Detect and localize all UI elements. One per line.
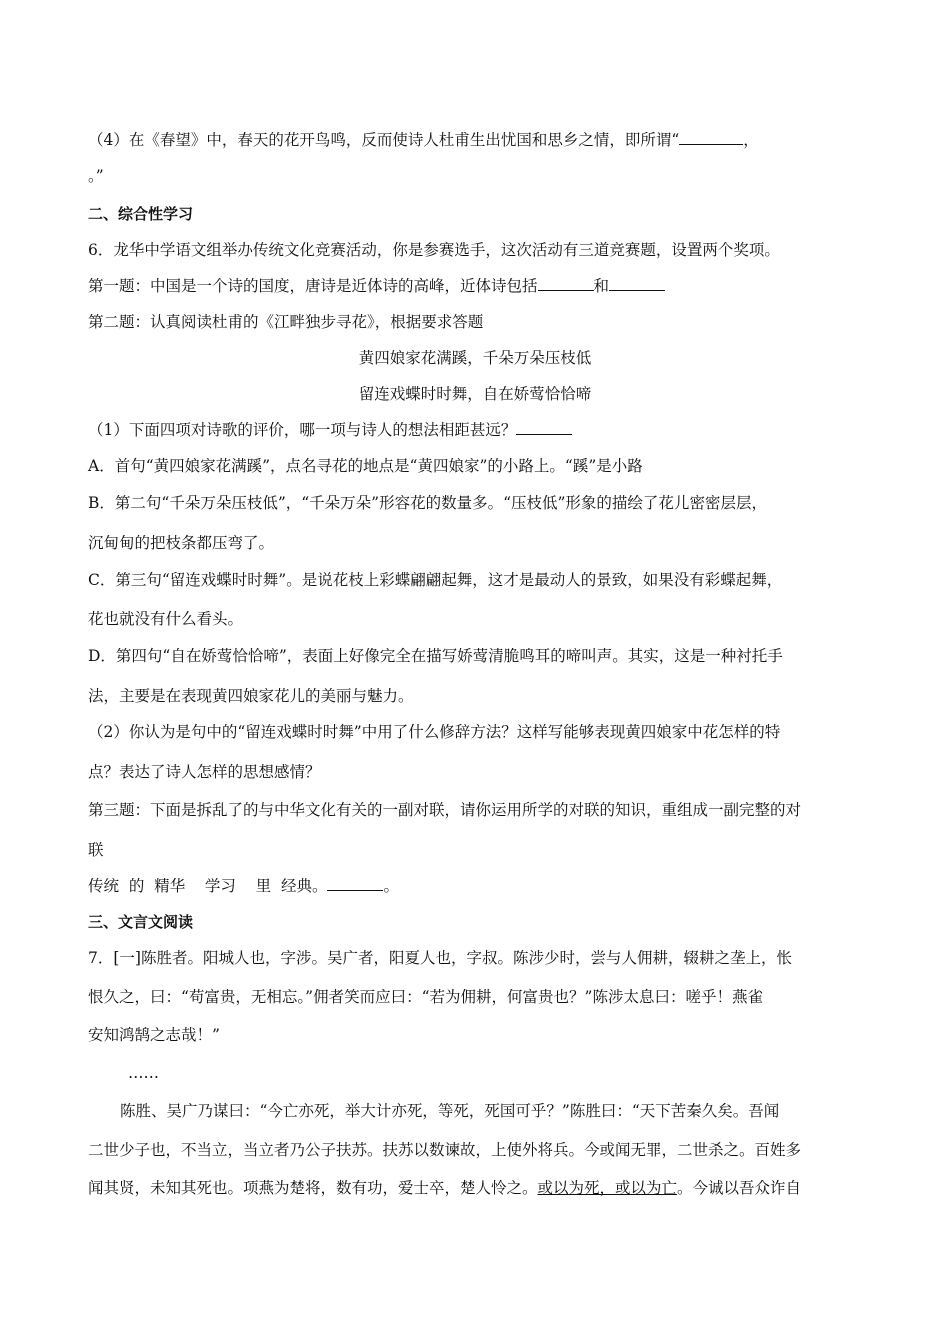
task1-text: 和 [593, 277, 610, 295]
passage-text: 。今诚以吾众诈自 [677, 1179, 802, 1197]
passage-line: 二世少子也，不当立，当立者乃公子扶苏。扶苏以数谏故，上使外将兵。今或闻无罪，二世杀之。百姓多 [88, 1141, 802, 1159]
passage-line: 恨久之，曰：“苟富贵，无相忘。”佣者笑而应曰：“若为佣耕，何富贵也？”陈涉太息曰：嗟乎！燕雀 [88, 988, 763, 1006]
q5-4-text: 。” [88, 167, 104, 185]
passage-line: 陈胜、吴广乃谋曰：“今亡亦死，举大计亦死，等死，死国可乎？”陈胜曰：“天下苦秦久矣。吾闻 [120, 1102, 780, 1120]
ellipsis: …… [128, 1064, 159, 1082]
option-b: 沉甸甸的把枝条都压弯了。 [88, 534, 275, 552]
question-6-intro: 6．龙华中学语文组举办传统文化竞赛活动，你是参赛选手，这次活动有三道竞赛题，设置两个奖项。 [88, 241, 780, 259]
underlined-sentence: 或以为死，或以为亡 [537, 1179, 678, 1197]
couplet-text: 。 [383, 877, 399, 895]
option-d: D．第四句“自在娇莺恰恰啼”，表面上好像完全在描写娇莺清脆鸣耳的啼叫声。其实，这是一种衬托手 [88, 647, 783, 665]
sub-question-2: （2）你认为是句中的“留连戏蝶时时舞”中用了什么修辞方法？这样写能够表现黄四娘家中花怎样的特 [88, 723, 781, 741]
option-c: C．第三句“留连戏蝶时时舞”。是说花枝上彩蝶翩翩起舞，这才是最动人的景致，如果没有彩蝶起舞， [88, 571, 783, 589]
passage-line: 7．[一]陈胜者。阳城人也，字涉。吴广者，阳夏人也，字叔。陈涉少时，尝与人佣耕，辍耕之垄上，怅 [88, 949, 792, 967]
couplet-words [88, 876, 399, 896]
answer-blank[interactable] [516, 420, 572, 435]
question-6-task2: 第二题：认真阅读杜甫的《江畔独步寻花》，根据要求答题 [88, 313, 484, 331]
passage-line: 安知鸿鹄之志哉！” [88, 1026, 220, 1044]
passage-line [88, 1178, 801, 1198]
option-d: 法，主要是在表现黄四娘家花儿的美丽与魅力。 [88, 687, 414, 705]
section-heading: 三、文言文阅读 [88, 913, 194, 931]
sub-question-2: 点？表达了诗人怎样的思想感情？ [88, 763, 321, 781]
passage-text: 闻其贤，未知其死也。项燕为楚将，数有功，爱士卒，楚人怜之。 [88, 1179, 538, 1197]
poem-line: 黄四娘家花满蹊，千朵万朵压枝低 [358, 349, 592, 367]
q5-4-text: ， [743, 131, 759, 149]
poem-line: 留连戏蝶时时舞，自在娇莺恰恰啼 [358, 385, 592, 403]
answer-blank[interactable] [679, 130, 743, 145]
sub1-text: （1）下面四项对诗歌的评价，哪一项与诗人的想法相距甚远？ [88, 421, 517, 439]
question-6-task3: 第三题：下面是拆乱了的与中华文化有关的一副对联，请你运用所学的对联的知识，重组成一副完整的对 [88, 801, 802, 819]
option-b: B．第二句“千朵万朵压枝低”，“千朵万朵”形容花的数量多。“压枝低”形象的描绘了花儿密密层层， [88, 494, 767, 512]
question-5-4 [88, 130, 759, 150]
option-c: 花也就没有什么看头。 [88, 610, 244, 628]
section-heading: 二、综合性学习 [88, 205, 194, 223]
question-6-task3: 联 [88, 841, 104, 859]
answer-blank[interactable] [609, 276, 665, 291]
option-a: A．首句“黄四娘家花满蹊”，点名寻花的地点是“黄四娘家”的小路上。“蹊”是小路 [88, 457, 643, 475]
task1-text: 第一题：中国是一个诗的国度，唐诗是近体诗的高峰，近体诗包括 [88, 277, 538, 295]
q5-4-text: （4）在《春望》中，春天的花开鸟鸣，反而使诗人杜甫生出忧国和思乡之情，即所谓“ [88, 131, 680, 149]
question-6-task1 [88, 276, 665, 296]
answer-blank[interactable] [327, 876, 383, 891]
sub-question-1 [88, 420, 572, 440]
couplet-text: 传统 的 精华 学习 里 经典。 [88, 877, 328, 895]
answer-blank[interactable] [538, 276, 594, 291]
